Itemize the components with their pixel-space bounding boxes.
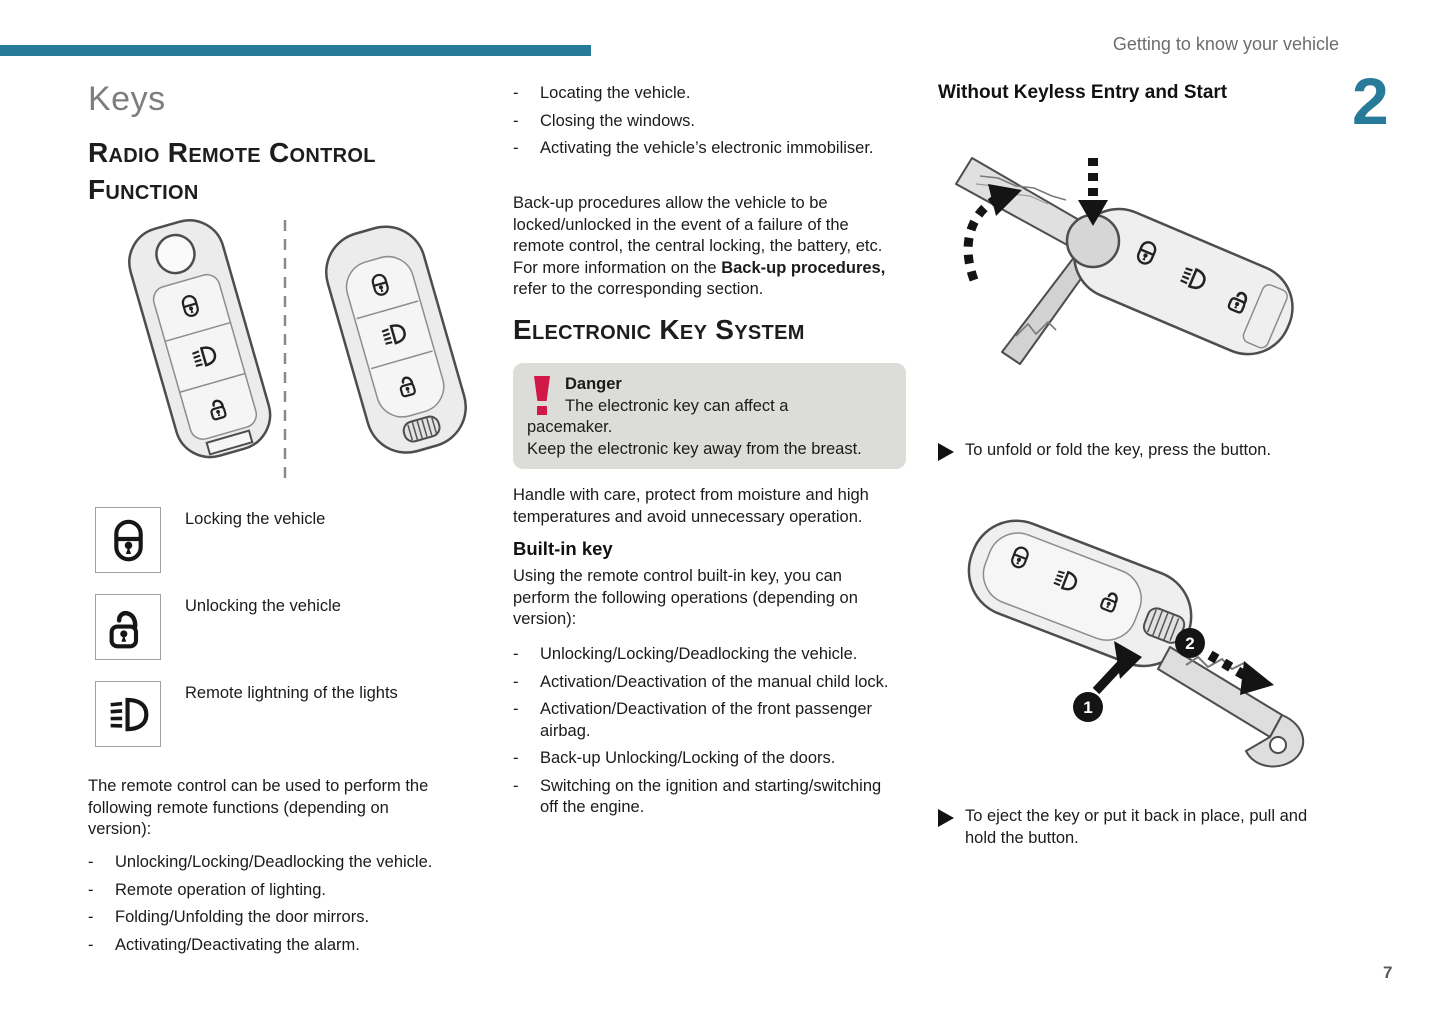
dash-bullet: - — [88, 853, 94, 871]
dash-bullet: - — [88, 880, 94, 899]
instruction-unfold — [938, 440, 1328, 462]
figure-unfold-key — [938, 146, 1333, 443]
list-item — [513, 776, 911, 819]
danger-title: Danger — [565, 375, 622, 393]
list-item — [513, 644, 911, 666]
legend-row-locking — [95, 507, 325, 573]
paragraph-text: Back-up procedures allow the vehicle to be locked/unlocked in the event of a failure of the remote control, the central locking, the battery, etc. For more information on the — [513, 194, 883, 277]
list-item-text: Activating the vehicle’s electronic immobiliser. — [540, 139, 874, 157]
list-item-text: Activating/Deactivating the alarm. — [115, 935, 360, 954]
chapter-number: 2 — [1352, 64, 1389, 138]
instruction-eject — [938, 806, 1333, 849]
backup-procedures-paragraph — [513, 193, 901, 301]
figure-eject-key — [938, 495, 1333, 790]
legend-label: Locking the vehicle — [185, 510, 326, 528]
list-item-text: Activation/Deactivation of the manual child lock. — [540, 672, 889, 691]
dash-bullet: - — [513, 749, 519, 767]
step1-marker — [1073, 692, 1103, 722]
lock-closed-icon — [106, 518, 151, 563]
chapter-accent-bar — [0, 45, 591, 56]
list-item-text: Closing the windows. — [540, 111, 695, 130]
list-item-text: Unlocking/Locking/Deadlocking the vehicle. — [115, 853, 433, 871]
danger-note-box — [513, 363, 906, 469]
figure-remote-keys — [88, 216, 486, 489]
flip-key-fob — [121, 212, 278, 465]
list-item — [88, 880, 470, 902]
built-in-key-intro: Using the remote control built-in key, you can perform the following operations (depending on version): — [513, 567, 858, 628]
dash-bullet: - — [88, 908, 94, 926]
exclamation-danger-icon — [529, 376, 555, 416]
list-item-text: Folding/Unfolding the door mirrors. — [115, 908, 370, 926]
legend-row-unlocking — [95, 594, 341, 660]
built-in-key-list — [513, 644, 911, 825]
danger-text-line: Keep the electronic key away from the breast. — [527, 439, 862, 458]
dash-bullet: - — [513, 776, 519, 795]
danger-text-line: The electronic key can affect a — [565, 396, 789, 415]
dash-bullet: - — [513, 111, 519, 130]
triangle-bullet-icon — [938, 809, 954, 827]
triangle-bullet-icon — [938, 443, 954, 461]
list-item — [88, 907, 470, 929]
eject-key-illustration — [938, 495, 1333, 785]
list-item — [513, 748, 911, 770]
list-item — [513, 699, 911, 742]
keyless-fob — [317, 217, 475, 462]
care-paragraph: Handle with care, protect from moisture and high temperatures and avoid unnecessary operation. — [513, 486, 869, 526]
list-item — [513, 83, 911, 105]
paragraph-text: refer to the corresponding section. — [513, 280, 764, 298]
legend-label: Remote lightning of the lights — [185, 684, 398, 702]
dash-bullet: - — [513, 672, 519, 691]
list-item-text: Back-up Unlocking/Locking of the doors. — [540, 749, 836, 767]
remote-extra-functions-list — [513, 83, 911, 166]
page-number: 7 — [1383, 963, 1393, 982]
remote-keys-illustration — [88, 216, 486, 484]
dash-bullet: - — [88, 935, 94, 954]
legend-label: Unlocking the vehicle — [185, 597, 341, 615]
subsection-heading-without-keyless: Without Keyless Entry and Start — [938, 82, 1228, 103]
remote-functions-intro: The remote control can be used to perform the following remote functions (depending on version): — [88, 777, 429, 838]
list-item-text: Unlocking/Locking/Deadlocking the vehicle. — [540, 645, 858, 663]
dash-bullet: - — [513, 139, 519, 157]
bold-inline-text: Back-up procedures, — [721, 258, 886, 277]
running-header: Getting to know your vehicle — [1112, 34, 1339, 54]
step1-number: 1 — [1083, 698, 1093, 717]
list-item-text: Remote operation of lighting. — [115, 880, 326, 899]
lock-open-icon — [106, 605, 151, 650]
section-heading-electronic-key: Electronic Key System — [513, 314, 805, 345]
list-item — [513, 111, 911, 133]
pictogram-box — [95, 507, 161, 573]
list-item-text: Activation/Deactivation of the front passenger airbag. — [540, 700, 873, 740]
list-item — [513, 672, 911, 694]
list-item — [88, 935, 470, 957]
list-item-text: Switching on the ignition and starting/​switching off the engine. — [540, 776, 882, 816]
danger-text-line: pacemaker. — [527, 418, 613, 436]
remote-functions-list — [88, 852, 470, 962]
list-item — [513, 138, 911, 160]
subheading-built-in-key: Built-in key — [513, 538, 613, 559]
page-title: Keys — [88, 80, 166, 118]
pictogram-box — [95, 681, 161, 747]
instruction-text: To eject the key or put it back in place, pull and hold the button. — [965, 807, 1308, 847]
step2-number: 2 — [1185, 634, 1195, 653]
list-item-text: Locating the vehicle. — [540, 84, 691, 102]
dash-bullet: - — [513, 700, 519, 718]
pictogram-box — [95, 594, 161, 660]
section-heading-radio-remote: Radio Remote Control Function — [88, 137, 376, 205]
headlight-beam-icon — [106, 692, 151, 737]
list-item — [88, 852, 470, 874]
unfold-key-illustration — [938, 146, 1333, 438]
dash-bullet: - — [513, 84, 519, 102]
step2-marker — [1175, 628, 1205, 658]
instruction-text: To unfold or fold the key, press the button. — [965, 441, 1272, 459]
legend-row-lighting — [95, 681, 398, 747]
dash-bullet: - — [513, 645, 519, 663]
